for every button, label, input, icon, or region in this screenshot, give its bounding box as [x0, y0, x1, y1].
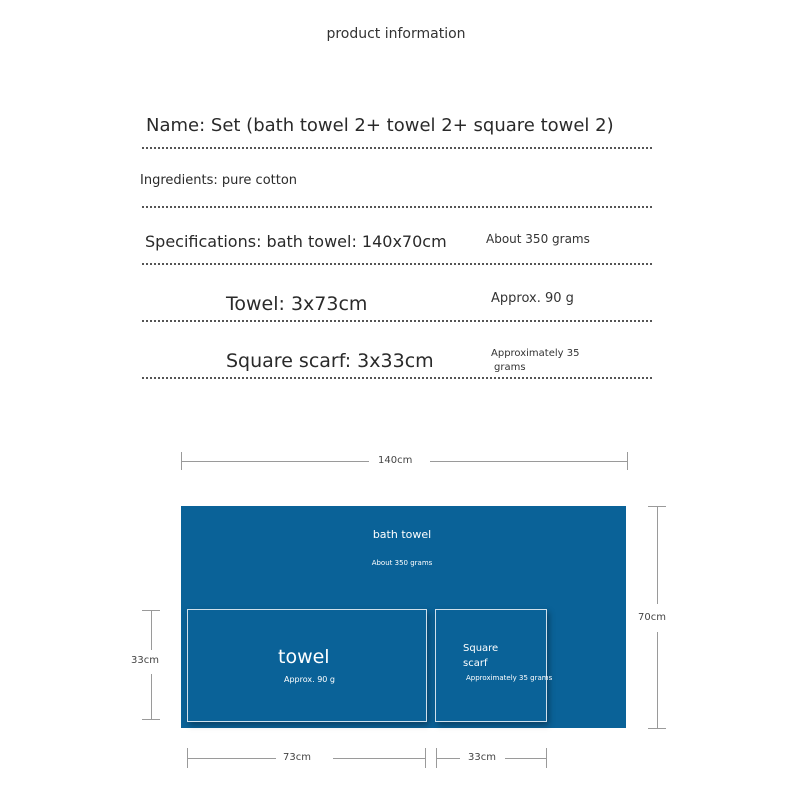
square-label-line1: Square	[463, 643, 499, 654]
dimension-line	[657, 506, 658, 604]
bath-towel-diagram	[181, 506, 626, 728]
spec-square: Square scarf: 3x33cm	[226, 350, 434, 372]
dimension-line	[151, 610, 152, 650]
height-dimension-label: 70cm	[638, 612, 666, 623]
dimension-tick	[425, 748, 426, 768]
dimension-line	[333, 758, 425, 759]
dimension-line	[430, 461, 627, 462]
square-label-line2: scarf	[463, 658, 488, 669]
dotted-divider	[142, 263, 652, 265]
spec-towel: Towel: 3x73cm	[226, 293, 368, 315]
square-scarf-diagram	[435, 609, 553, 722]
dimension-tick	[627, 452, 628, 470]
bath-towel-weight: About 350 grams	[371, 559, 433, 567]
width-dimension-label: 140cm	[378, 455, 413, 466]
spec-name: Name: Set (bath towel 2+ towel 2+ square towel 2)	[146, 115, 614, 136]
dimension-tick	[142, 719, 160, 720]
bath-towel-label: bath towel	[372, 528, 432, 541]
dimension-line	[436, 758, 460, 759]
dotted-divider	[142, 206, 652, 208]
square-weight: Approximately 35 grams	[466, 674, 553, 682]
dimension-line	[151, 674, 152, 719]
dimension-line	[187, 758, 276, 759]
dimension-tick	[546, 748, 547, 768]
dotted-divider	[142, 320, 652, 322]
dimension-tick	[648, 728, 666, 729]
towel-width-label: 73cm	[283, 752, 311, 763]
spec-towel-weight: Approx. 90 g	[491, 291, 574, 306]
towel-weight: Approx. 90 g	[284, 675, 336, 684]
towel-height-label: 33cm	[131, 655, 159, 666]
square-width-label: 33cm	[468, 752, 496, 763]
dotted-divider	[142, 147, 652, 149]
dimension-line	[657, 632, 658, 728]
towel-label: towel	[278, 646, 330, 668]
page-title: product information	[326, 26, 466, 42]
spec-square-weight-line1: Approximately 35	[491, 348, 580, 359]
towel-diagram	[187, 609, 427, 722]
dimension-line	[181, 461, 369, 462]
spec-ingredients: Ingredients: pure cotton	[140, 173, 298, 188]
dimension-line	[505, 758, 546, 759]
spec-specifications: Specifications: bath towel: 140x70cm	[145, 232, 447, 251]
spec-bath-weight: About 350 grams	[486, 232, 590, 246]
dotted-divider	[142, 377, 652, 379]
spec-square-weight-line2: grams	[494, 362, 526, 373]
